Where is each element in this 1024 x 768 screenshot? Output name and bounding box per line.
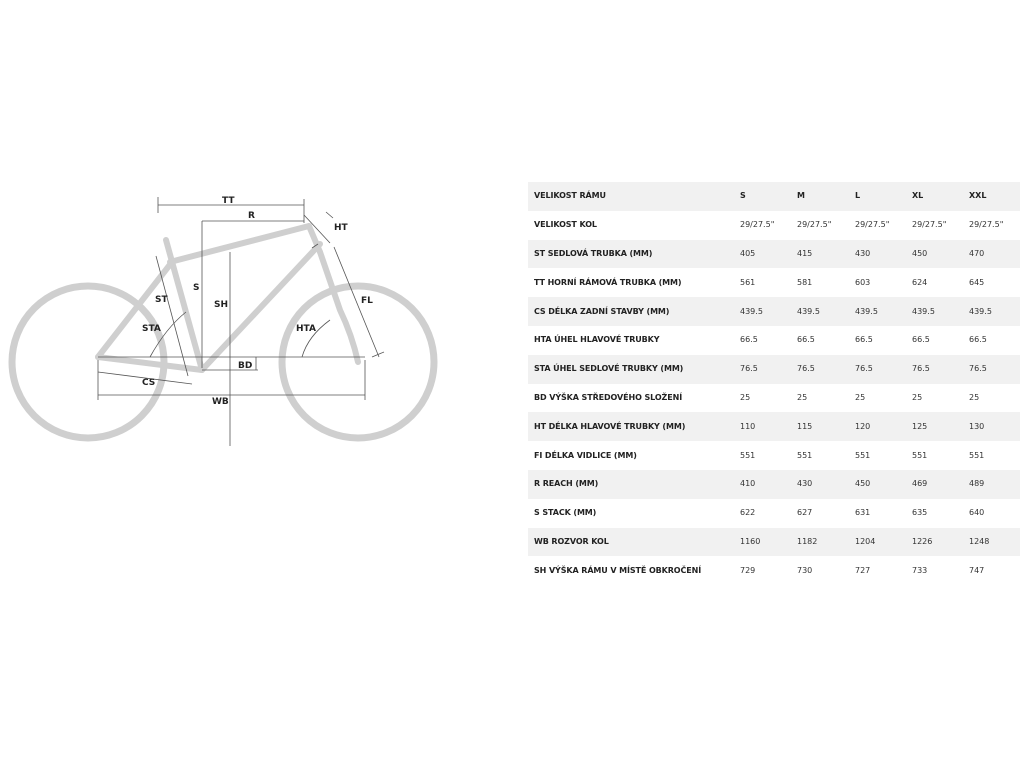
size-header-s: S bbox=[734, 182, 791, 211]
table-header-row bbox=[528, 182, 1020, 211]
table-row bbox=[528, 268, 1020, 297]
row-value: 561 bbox=[734, 268, 791, 297]
row-value: 624 bbox=[906, 268, 963, 297]
row-label: R REACH (MM) bbox=[528, 470, 734, 499]
size-header-l: L bbox=[849, 182, 906, 211]
row-value: 551 bbox=[791, 441, 849, 470]
fl-tick bbox=[372, 352, 384, 357]
table-row bbox=[528, 470, 1020, 499]
row-value: 640 bbox=[963, 499, 1020, 528]
row-value: 603 bbox=[849, 268, 906, 297]
row-value: 645 bbox=[963, 268, 1020, 297]
row-value: 66.5 bbox=[791, 326, 849, 355]
fork bbox=[320, 252, 358, 362]
row-value: 29/27.5" bbox=[734, 211, 791, 240]
row-value: 66.5 bbox=[849, 326, 906, 355]
row-label: VELIKOST KOL bbox=[528, 211, 734, 240]
table-row bbox=[528, 211, 1020, 240]
row-value: 439.5 bbox=[791, 297, 849, 326]
row-value: 66.5 bbox=[906, 326, 963, 355]
row-value: 125 bbox=[906, 412, 963, 441]
table-row bbox=[528, 240, 1020, 269]
row-value: 439.5 bbox=[849, 297, 906, 326]
row-value: 410 bbox=[734, 470, 791, 499]
row-value: 25 bbox=[734, 384, 791, 413]
table-row bbox=[528, 297, 1020, 326]
label-s: S bbox=[193, 283, 200, 293]
row-value: 733 bbox=[906, 556, 963, 585]
row-value: 551 bbox=[734, 441, 791, 470]
row-value: 29/27.5" bbox=[791, 211, 849, 240]
table-header-label: VELIKOST RÁMU bbox=[528, 182, 734, 211]
row-value: 25 bbox=[906, 384, 963, 413]
row-value: 470 bbox=[963, 240, 1020, 269]
row-value: 76.5 bbox=[734, 355, 791, 384]
chain-stay bbox=[98, 357, 202, 370]
row-label: TT HORNÍ RÁMOVÁ TRUBKA (MM) bbox=[528, 268, 734, 297]
label-wb: WB bbox=[212, 397, 229, 407]
row-value: 450 bbox=[906, 240, 963, 269]
label-st: ST bbox=[155, 295, 168, 305]
row-value: 29/27.5" bbox=[906, 211, 963, 240]
row-value: 631 bbox=[849, 499, 906, 528]
row-label: CS DÉLKA ZADNÍ STAVBY (MM) bbox=[528, 297, 734, 326]
table-row bbox=[528, 441, 1020, 470]
label-sh: SH bbox=[214, 300, 229, 310]
row-value: 469 bbox=[906, 470, 963, 499]
row-value: 76.5 bbox=[906, 355, 963, 384]
row-label: WB ROZVOR KOL bbox=[528, 528, 734, 557]
table-row bbox=[528, 384, 1020, 413]
row-value: 25 bbox=[791, 384, 849, 413]
table-row bbox=[528, 355, 1020, 384]
top-tube bbox=[170, 226, 309, 262]
row-value: 25 bbox=[963, 384, 1020, 413]
row-value: 439.5 bbox=[906, 297, 963, 326]
row-value: 405 bbox=[734, 240, 791, 269]
row-value: 1248 bbox=[963, 528, 1020, 557]
row-value: 66.5 bbox=[734, 326, 791, 355]
row-value: 1204 bbox=[849, 528, 906, 557]
row-label: BD VÝŠKA STŘEDOVÉHO SLOŽENÍ bbox=[528, 384, 734, 413]
row-value: 622 bbox=[734, 499, 791, 528]
row-value: 450 bbox=[849, 470, 906, 499]
row-value: 551 bbox=[906, 441, 963, 470]
row-value: 76.5 bbox=[849, 355, 906, 384]
row-value: 415 bbox=[791, 240, 849, 269]
row-value: 29/27.5" bbox=[849, 211, 906, 240]
row-value: 120 bbox=[849, 412, 906, 441]
label-r: R bbox=[248, 211, 255, 221]
row-value: 727 bbox=[849, 556, 906, 585]
table-row bbox=[528, 326, 1020, 355]
row-value: 1182 bbox=[791, 528, 849, 557]
row-value: 66.5 bbox=[963, 326, 1020, 355]
ht-tick-top bbox=[326, 212, 333, 218]
row-value: 551 bbox=[849, 441, 906, 470]
row-value: 1226 bbox=[906, 528, 963, 557]
size-header-xxl: XXL bbox=[963, 182, 1020, 211]
label-tt: TT bbox=[222, 196, 235, 206]
label-fl: FL bbox=[361, 296, 373, 306]
row-value: 29/27.5" bbox=[963, 211, 1020, 240]
row-value: 551 bbox=[963, 441, 1020, 470]
label-cs: CS bbox=[142, 378, 156, 388]
label-bd: BD bbox=[238, 361, 253, 371]
row-label: SH VÝŠKA RÁMU V MÍSTĚ OBKROČENÍ bbox=[528, 556, 734, 585]
row-value: 439.5 bbox=[734, 297, 791, 326]
row-value: 430 bbox=[791, 470, 849, 499]
row-value: 130 bbox=[963, 412, 1020, 441]
table-row bbox=[528, 528, 1020, 557]
label-hta: HTA bbox=[296, 324, 316, 334]
row-label: ST SEDLOVÁ TRUBKA (MM) bbox=[528, 240, 734, 269]
table-row bbox=[528, 412, 1020, 441]
row-value: 439.5 bbox=[963, 297, 1020, 326]
table-row bbox=[528, 499, 1020, 528]
row-value: 489 bbox=[963, 470, 1020, 499]
row-value: 110 bbox=[734, 412, 791, 441]
row-value: 635 bbox=[906, 499, 963, 528]
row-label: FI DÉLKA VIDLICE (MM) bbox=[528, 441, 734, 470]
row-label: STA ÚHEL SEDLOVÉ TRUBKY (MM) bbox=[528, 355, 734, 384]
row-value: 115 bbox=[791, 412, 849, 441]
row-value: 76.5 bbox=[791, 355, 849, 384]
row-value: 1160 bbox=[734, 528, 791, 557]
row-value: 747 bbox=[963, 556, 1020, 585]
row-label: S STACK (MM) bbox=[528, 499, 734, 528]
row-value: 730 bbox=[791, 556, 849, 585]
row-value: 627 bbox=[791, 499, 849, 528]
row-label: HTA ÚHEL HLAVOVÉ TRUBKY bbox=[528, 326, 734, 355]
row-value: 25 bbox=[849, 384, 906, 413]
label-ht: HT bbox=[334, 223, 348, 233]
geometry-table bbox=[528, 182, 1020, 585]
label-sta: STA bbox=[142, 324, 161, 334]
row-value: 581 bbox=[791, 268, 849, 297]
row-value: 76.5 bbox=[963, 355, 1020, 384]
size-header-xl: XL bbox=[906, 182, 963, 211]
table-row bbox=[528, 556, 1020, 585]
row-label: HT DÉLKA HLAVOVÉ TRUBKY (MM) bbox=[528, 412, 734, 441]
size-header-m: M bbox=[791, 182, 849, 211]
row-value: 729 bbox=[734, 556, 791, 585]
row-value: 430 bbox=[849, 240, 906, 269]
